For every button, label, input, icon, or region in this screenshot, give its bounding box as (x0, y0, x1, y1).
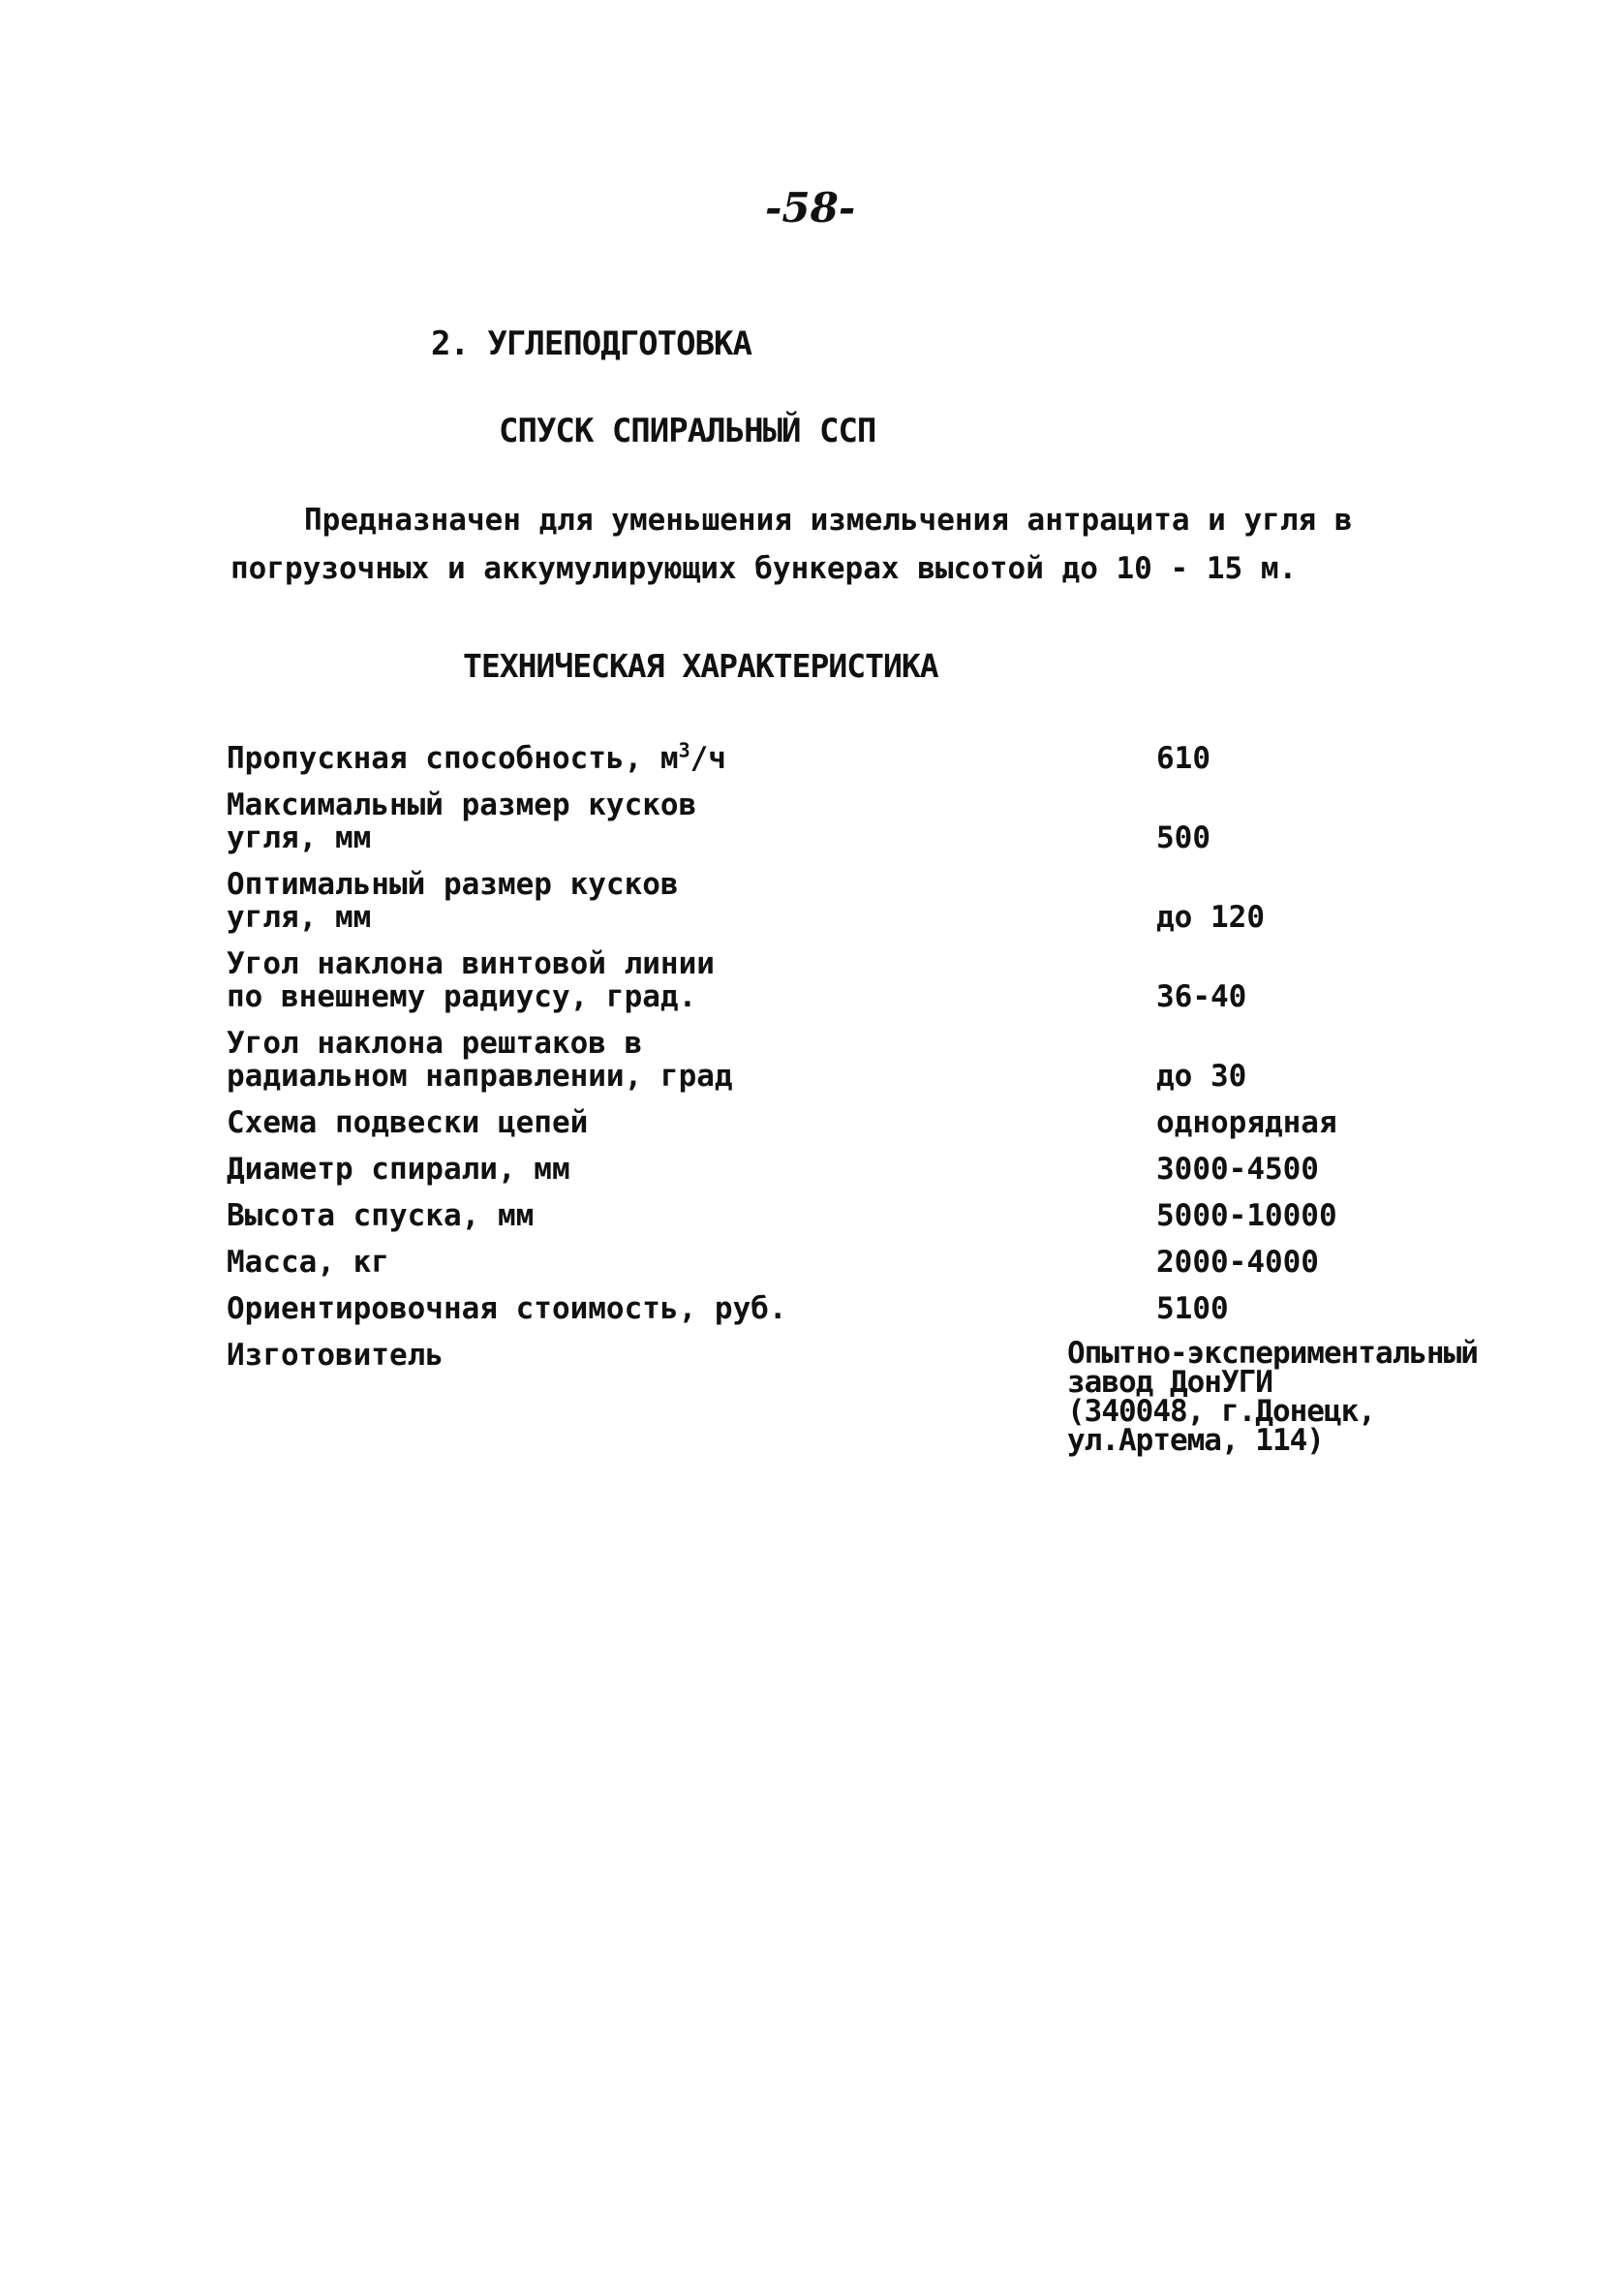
spec-row-height (227, 1199, 1515, 1232)
spec-value: до 120 (1156, 900, 1265, 935)
spec-row-opt-lump (227, 868, 1515, 934)
purpose-paragraph (230, 496, 1460, 593)
spec-value: однорядная (1156, 1105, 1337, 1140)
spec-name: Диаметр спирали, мм (227, 1152, 570, 1187)
spec-value: 610 (1156, 741, 1210, 776)
spec-row-throughput (227, 738, 1515, 776)
spec-name: Схема подвески цепей (227, 1105, 589, 1140)
spec-row-chain-scheme (227, 1106, 1515, 1139)
spec-value: до 30 (1156, 1059, 1247, 1094)
purpose-line-1: Предназначен для уменьшения измельчения антрацита и угля в (304, 503, 1353, 538)
spec-row-cost (227, 1292, 1515, 1325)
spec-value: 36-40 (1156, 979, 1247, 1014)
spec-name: Изготовитель (227, 1338, 444, 1373)
spec-value: 3000-4500 (1156, 1152, 1319, 1187)
spec-name: Масса, кг (227, 1245, 389, 1280)
spec-name: Высота спуска, мм (227, 1198, 535, 1233)
spec-name: Максимальный размер кусков угля, мм (227, 788, 697, 855)
product-title: СПУСК СПИРАЛЬНЫЙ ССП (499, 412, 876, 450)
spec-value: 500 (1156, 820, 1210, 855)
spec-row-helix-angle (227, 947, 1515, 1013)
spec-heading: ТЕХНИЧЕСКАЯ ХАРАКТЕРИСТИКА (463, 647, 938, 685)
spec-value: 5100 (1156, 1291, 1229, 1326)
section-title: 2. УГЛЕПОДГОТОВКА (431, 325, 751, 363)
page-number: -58- (765, 184, 856, 232)
spec-row-chute-angle (227, 1027, 1515, 1093)
spec-name: Угол наклона винтовой линии по внешнему радиусу, град. (227, 946, 715, 1014)
spec-name: Пропускная способность, $м^3/ч$ (227, 738, 726, 776)
purpose-line-2: погрузочных и аккумулирующих бункерах высотой до 10 - 15 м. (230, 551, 1298, 586)
spec-row-mass (227, 1246, 1515, 1279)
spec-table (227, 738, 1515, 1458)
superscript: 3 (678, 738, 690, 762)
spec-name: Угол наклона рештаков в радиальном направлении, град (227, 1026, 733, 1094)
spec-name: Ориентировочная стоимость, руб. (227, 1291, 787, 1326)
spec-value: 5000-10000 (1156, 1198, 1337, 1233)
spec-row-manufacturer (227, 1336, 1515, 1458)
spec-value: Опытно-экспериментальный завод ДонУГИ (340048, г.Донецк, ул.Артема, 114) (1067, 1336, 1478, 1458)
spec-row-diameter (227, 1153, 1515, 1186)
spec-row-max-lump (227, 788, 1515, 854)
spec-name: Оптимальный размер кусков угля, мм (227, 867, 679, 935)
spec-value: 2000-4000 (1156, 1245, 1319, 1280)
